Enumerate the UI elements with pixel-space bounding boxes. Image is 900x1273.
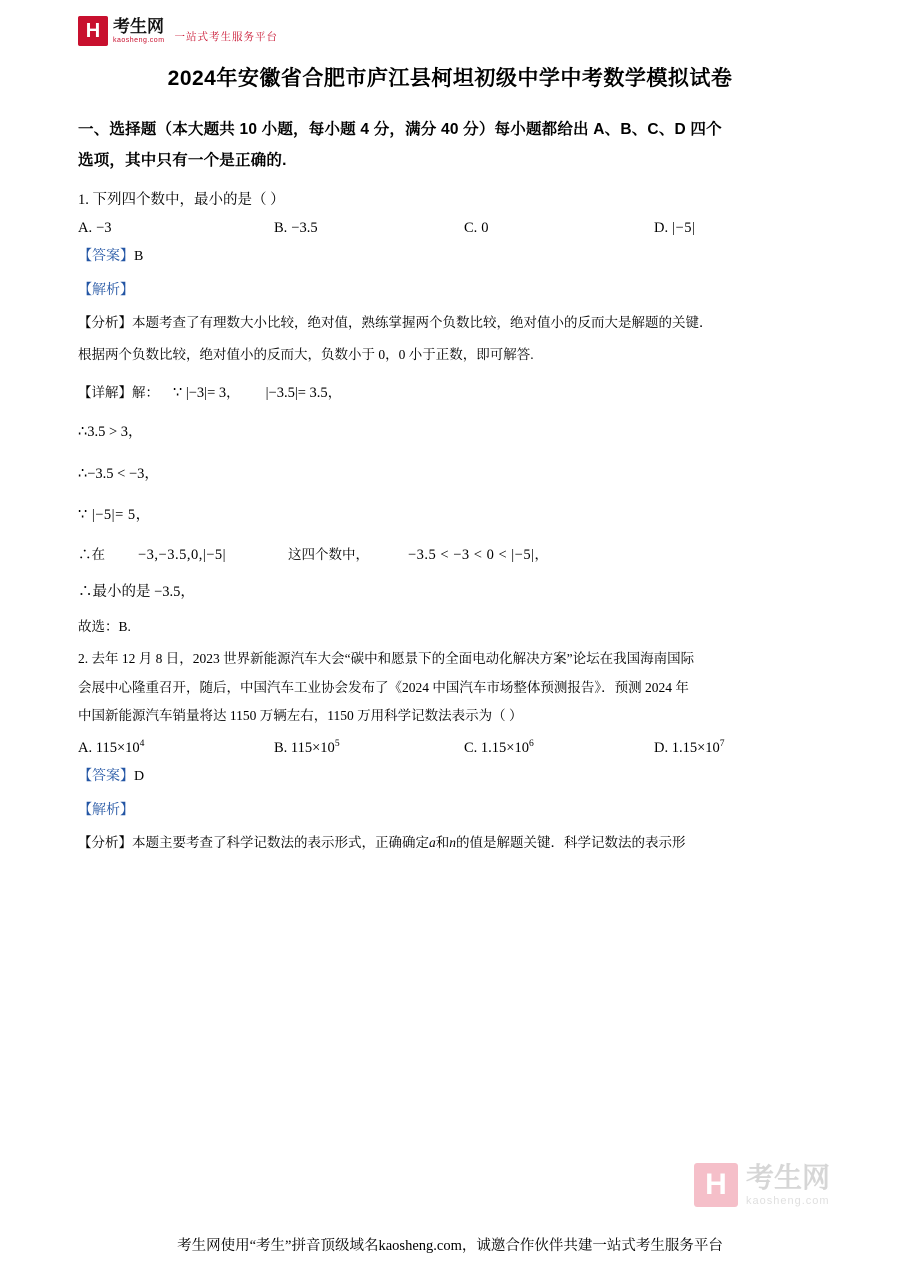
detail-sep-1: ， [226,385,240,401]
question-1-explain-tag [78,277,822,305]
logo-mark-icon: H [78,16,108,46]
q2-option-c-exponent: 6 [528,738,534,750]
q2-analysis-text-b: 和 [435,835,450,851]
option-c-value: 0 [481,219,489,236]
question-2-stem-line-1 [78,645,822,673]
detail-step-4-ineq: −3.5 < −3 < 0 < |−5| [408,547,535,564]
option-d-value: |−5| [672,219,696,236]
q2-option-a-label: A. [78,740,93,757]
watermark-text [745,1161,830,1207]
question-2-stem-line-2: 会展中心隆重召开，随后，中国汽车工业协会发布了《2024 中国汽车市场整体预测报告》．预测 2024 年 [78,679,689,695]
question-1-text: 下列四个数中，最小的是（ ） [92,192,285,208]
analysis-line-1: 本题考查了有理数大小比较，绝对值，熟练掌握两个负数比较，绝对值小的反而大是解题的关键． [132,314,713,330]
q2-analysis-text-a: 本题主要考查了科学记数法的表示形式，正确确定 [132,835,429,851]
logo-text [113,18,165,44]
q2-option-d [654,740,725,757]
section-heading-line1: 一、选择题（本大题共 10 小题，每小题 4 分，满分 40 分）每小题都给出 A、B、C、D 四个 [78,121,722,138]
option-d-label: D. [654,219,669,236]
question-1-detail [78,379,822,408]
option-a [78,220,274,237]
watermark-domain: kaosheng.com [745,1194,830,1207]
detail-step-4-lead: ∴在 [78,547,105,563]
explain-tag: 【解析】 [78,282,134,298]
watermark-logo-icon: H [694,1163,738,1207]
q2-option-a [78,740,274,757]
q2-option-d-label: D. [654,740,669,757]
detail-step-3 [78,499,822,532]
analysis-tag: 【分析】 [78,314,132,330]
detail-step-3-sep: ， [135,507,151,524]
page-title: 2024年安徽省合肥市庐江县柯坦初级中学中考数学模拟试卷 [167,67,733,90]
detail-math-2: |−3.5|= 3.5 [265,385,328,402]
q2-option-a-exponent: 4 [139,738,145,750]
option-c [464,220,654,237]
q2-analysis-text-c: 的值是解题关键．科学记数法的表示形 [456,835,686,851]
q2-option-b-exponent: 5 [334,738,340,750]
page-footer: 考生网使用“考生”拼音顶级域名kaosheng.com，诚邀合作伙伴共建一站式考生服务平台 [177,1238,723,1254]
q2-option-b-value: 115×10 [290,740,335,757]
q2-explain-tag: 【解析】 [78,803,134,819]
detail-step-2: ∴−3.5 < −3， [78,465,159,482]
watermark [694,1163,830,1207]
option-a-label: A. [78,219,93,236]
q2-option-a-value: 115×10 [95,740,140,757]
question-2-number: 2. [78,651,89,667]
answer-tag: 【答案】 [78,248,134,264]
question-1-analysis [78,309,822,337]
detail-step-5: ∴最小的是 −3.5， [78,583,195,600]
question-1-stem [78,186,822,216]
q2-option-d-exponent: 7 [719,738,725,750]
q2-option-c [464,740,654,757]
option-b-value: −3.5 [291,219,318,236]
question-1-answer [78,243,822,271]
logo-domain: kaosheng.com [113,37,165,44]
question-2-analysis [78,829,822,857]
detail-sep-2: ， [327,385,342,401]
q2-option-b-label: B. [274,740,288,757]
question-2-answer [78,763,822,791]
q2-option-b [274,740,464,757]
question-2-stem-line-3: 中国新能源汽车销量将达 1150 万辆左右，1150 万用科学记数法表示为（ ） [78,708,523,723]
option-d [654,220,814,237]
q2-analysis-var-a: a [429,835,436,851]
logo-name: 考生网 [113,17,164,36]
option-c-label: C. [464,219,478,236]
option-b [274,220,464,237]
option-b-label: B. [274,219,288,236]
question-1-options [78,220,822,237]
q2-answer-tag: 【答案】 [78,769,134,785]
detail-math-1: ∵ |−3|= 3 [173,385,227,402]
option-a-value: −3 [96,219,112,236]
section-heading [78,114,822,176]
question-1-analysis-2 [78,341,822,369]
q2-option-c-value: 1.15×10 [480,740,529,757]
question-2-options [78,740,822,757]
detail-step-1: ∴3.5 > 3， [78,424,143,441]
detail-tag: 【详解】 [78,385,132,401]
detail-step-3-math: ∵ |−5|= 5 [78,507,136,524]
detail-step-4-sep: ， [534,547,548,563]
section-heading-line2: 选项，其中只有一个是正确的. [78,152,287,169]
detail-step-4 [78,544,822,567]
detail-lead: 解： [132,385,159,401]
detail-step-4-set: −3,−3.5,0,|−5| [138,547,227,564]
question-1-conclusion: 故选：B. [78,618,131,634]
q2-option-d-value: 1.15×10 [671,740,720,757]
question-1-number: 1. [78,192,89,208]
q2-option-c-label: C. [464,740,478,757]
q2-analysis-var-n: n [449,835,456,851]
q2-answer-value: D [134,769,145,785]
question-2-explain-tag [78,797,822,825]
watermark-name: 考生网 [745,1161,830,1193]
site-logo [78,14,278,48]
question-2-text-1: 去年 12 月 8 日，2023 世界新能源汽车大会“碳中和愿景下的全面电动化解决方案”论坛在我国海南国际 [91,651,695,667]
logo-slogan: 一站式考生服务平台 [174,31,279,43]
analysis-line-2: 根据两个负数比较，绝对值小的反而大，负数小于 0，0 小于正数，即可解答. [78,347,534,363]
q2-analysis-tag: 【分析】 [78,835,132,851]
answer-value: B [134,248,144,264]
detail-step-4-mid: 这四个数中， [288,547,369,563]
